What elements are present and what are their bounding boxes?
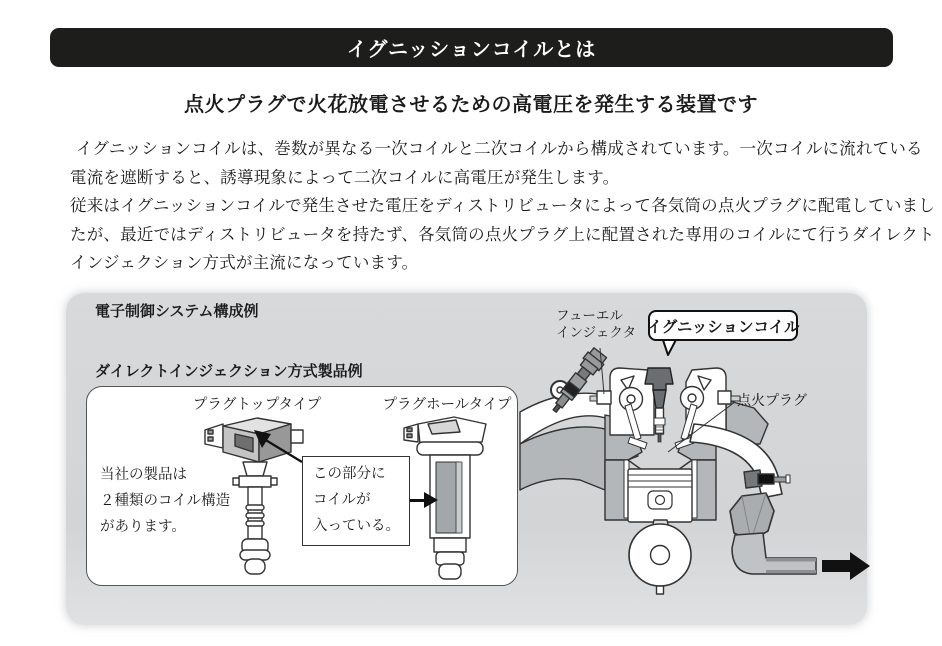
body-text-line: インジェクション方式が主流になっています。 xyxy=(70,254,419,272)
page-subtitle: 点火プラグで火花放電させるための高電圧を発生する装置です xyxy=(184,94,758,116)
plug-top-type-label: プラグトップタイプ xyxy=(192,397,322,413)
plug-hole-coil-illustration xyxy=(398,412,508,580)
fuel-injector-label xyxy=(556,308,636,341)
company-note-line: があります。 xyxy=(100,519,186,535)
page-title: イグニッションコイルとは xyxy=(346,39,597,61)
body-text-line: たが、最近ではディストリビュータを持たず、各気筒の点火プラグ上に配置された専用のコイルにて行うダイレクト xyxy=(70,226,935,244)
ignition-coil-callout: イグニッションコイル xyxy=(648,310,798,341)
company-note-line: ２種類のコイル構造 xyxy=(100,493,231,509)
body-text-line: 電流を遮断すると、誘導現象によって二次コイルに高電圧が発生します。 xyxy=(70,169,620,187)
coil-callout-arrow-left xyxy=(248,424,308,470)
company-note-line: 当社の製品は xyxy=(100,467,187,483)
body-text-line: イグニッションコイルは、巻数が異なる一次コイルと二次コイルから構成されています。一次コイルに流れている xyxy=(76,140,923,158)
product-example-label: ダイレクトインジェクション方式製品例 xyxy=(95,363,363,380)
coil-callout-arrow-right-head xyxy=(424,492,438,508)
system-example-label: 電子制御システム構成例 xyxy=(95,303,259,320)
coil-callout-line: コイルが xyxy=(313,492,371,508)
spark-plug-label: 点火プラグ xyxy=(737,392,807,408)
coil-location-callout xyxy=(302,456,410,546)
title-bar xyxy=(50,28,893,67)
plug-hole-type-label: プラグホールタイプ xyxy=(382,397,512,413)
coil-callout-line: 入っている。 xyxy=(313,518,400,534)
fuel-injector-label-line: フューエル xyxy=(556,308,623,323)
body-text-line: 従来はイグニッションコイルで発生させた電圧をディストリビュータによって各気筒の点火プラグに配電していまし xyxy=(70,197,935,215)
engine-cross-section-illustration xyxy=(520,330,900,630)
coil-callout-line: この部分に xyxy=(313,466,386,482)
fuel-injector-label-line: インジェクタ xyxy=(556,324,637,340)
